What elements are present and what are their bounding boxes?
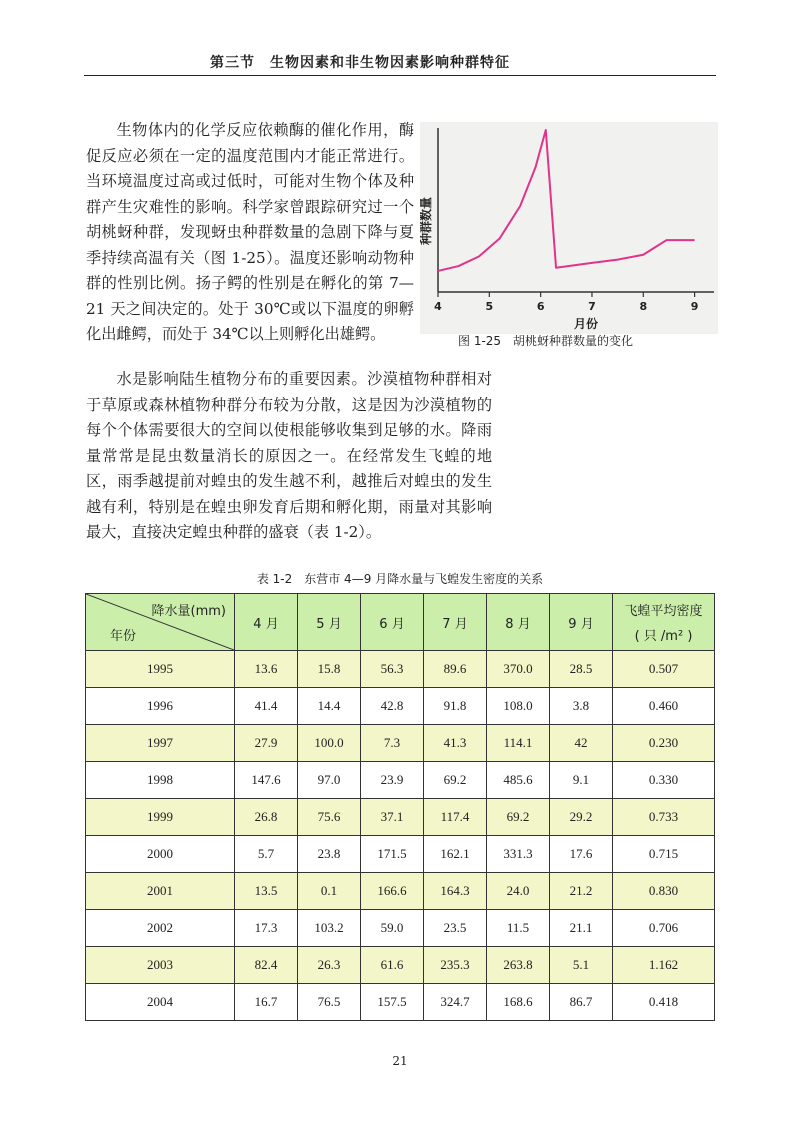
x-tick-label: 5 bbox=[485, 300, 494, 313]
rainfall-cell: 9.1 bbox=[550, 762, 613, 799]
x-tick-label: 4 bbox=[434, 300, 442, 313]
table-row bbox=[86, 836, 715, 873]
rainfall-cell: 108.0 bbox=[487, 688, 550, 725]
month-header-4: 4 月 bbox=[235, 594, 298, 651]
rainfall-cell: 100.0 bbox=[298, 725, 361, 762]
density-cell: 0.733 bbox=[613, 799, 715, 836]
year-cell: 2004 bbox=[86, 984, 235, 1021]
year-cell: 1998 bbox=[86, 762, 235, 799]
paragraph-temperature-text: 生物体内的化学反应依赖酶的催化作用，酶促反应必须在一定的温度范围内才能正常进行。当环境温度过高或过低时，可能对生物个体及种群产生灾难性的影响。科学家曾跟踪研究过一个胡桃蚜种群，发现蚜虫种群数量的急剧下降与夏季持续高温有关（图 1-25）。温度还影响动物种群的性别比例。扬子鳄的性别是在孵化的第 7—21 天之间决定的。处于 30℃或以下温度的卵孵化出雌鳄，而处于 34℃以上则孵化出雄鳄。 bbox=[86, 121, 414, 343]
table-row bbox=[86, 947, 715, 984]
rainfall-cell: 26.3 bbox=[298, 947, 361, 984]
rainfall-cell: 91.8 bbox=[424, 688, 487, 725]
table-row bbox=[86, 984, 715, 1021]
month-header-6: 6 月 bbox=[361, 594, 424, 651]
y-axis-label: 种群数量 bbox=[420, 196, 433, 246]
month-header-5: 5 月 bbox=[298, 594, 361, 651]
rainfall-cell: 27.9 bbox=[235, 725, 298, 762]
rainfall-cell: 147.6 bbox=[235, 762, 298, 799]
density-cell: 0.230 bbox=[613, 725, 715, 762]
rainfall-cell: 14.4 bbox=[298, 688, 361, 725]
rainfall-cell: 76.5 bbox=[298, 984, 361, 1021]
rainfall-cell: 13.5 bbox=[235, 873, 298, 910]
density-header-label: 飞蝗平均密度 bbox=[624, 604, 703, 619]
rainfall-cell: 263.8 bbox=[487, 947, 550, 984]
table-row bbox=[86, 873, 715, 910]
x-tick-label: 7 bbox=[588, 300, 596, 313]
density-header-unit: ( 只 /m² ) bbox=[634, 629, 693, 644]
rainfall-cell: 41.4 bbox=[235, 688, 298, 725]
rainfall-cell: 21.1 bbox=[550, 910, 613, 947]
page-number: 21 bbox=[392, 1054, 408, 1068]
rainfall-cell: 69.2 bbox=[487, 799, 550, 836]
rainfall-cell: 164.3 bbox=[424, 873, 487, 910]
rainfall-cell: 37.1 bbox=[361, 799, 424, 836]
year-cell: 2001 bbox=[86, 873, 235, 910]
year-cell: 1996 bbox=[86, 688, 235, 725]
rainfall-cell: 59.0 bbox=[361, 910, 424, 947]
table-caption: 表 1-2 东营市 4—9 月降水量与飞蝗发生密度的关系 bbox=[256, 572, 544, 586]
chart-background bbox=[420, 122, 718, 334]
rainfall-cell: 235.3 bbox=[424, 947, 487, 984]
rainfall-cell: 485.6 bbox=[487, 762, 550, 799]
density-cell: 0.330 bbox=[613, 762, 715, 799]
table-row bbox=[86, 910, 715, 947]
rainfall-cell: 166.6 bbox=[361, 873, 424, 910]
rainfall-cell: 103.2 bbox=[298, 910, 361, 947]
year-cell: 2000 bbox=[86, 836, 235, 873]
rainfall-cell: 23.9 bbox=[361, 762, 424, 799]
rainfall-cell: 16.7 bbox=[235, 984, 298, 1021]
corner-label-rainfall: 降水量(mm) bbox=[151, 604, 226, 619]
rainfall-table bbox=[85, 593, 715, 1021]
rainfall-cell: 162.1 bbox=[424, 836, 487, 873]
year-cell: 1999 bbox=[86, 799, 235, 836]
rainfall-cell: 41.3 bbox=[424, 725, 487, 762]
density-cell: 0.706 bbox=[613, 910, 715, 947]
rainfall-cell: 11.5 bbox=[487, 910, 550, 947]
table-row bbox=[86, 762, 715, 799]
rainfall-cell: 75.6 bbox=[298, 799, 361, 836]
table-row bbox=[86, 725, 715, 762]
rainfall-cell: 7.3 bbox=[361, 725, 424, 762]
rainfall-cell: 114.1 bbox=[487, 725, 550, 762]
year-cell: 1995 bbox=[86, 651, 235, 688]
x-tick-label: 9 bbox=[690, 300, 699, 313]
month-header-8: 8 月 bbox=[487, 594, 550, 651]
x-tick-label: 6 bbox=[536, 300, 545, 313]
rainfall-cell: 24.0 bbox=[487, 873, 550, 910]
rainfall-cell: 331.3 bbox=[487, 836, 550, 873]
rainfall-cell: 168.6 bbox=[487, 984, 550, 1021]
rainfall-cell: 17.6 bbox=[550, 836, 613, 873]
rainfall-cell: 28.5 bbox=[550, 651, 613, 688]
paragraph-water-text: 水是影响陆生植物分布的重要因素。沙漠植物种群相对于草原或森林植物种群分布较为分散，这是因为沙漠植物的每个个体需要很大的空间以使根能够收集到足够的水。降雨量常常是昆虫数量消长的原因之一。在经常发生飞蝗的地区，雨季越提前对蝗虫的发生越不利，越推后对蝗虫的发生越有利，特别是在蝗虫卵发育后期和孵化期，雨量对其影响最大，直接决定蝗虫种群的盛衰（表 1-2）。 bbox=[86, 370, 492, 541]
table-header-row bbox=[86, 594, 715, 651]
rainfall-cell: 21.2 bbox=[550, 873, 613, 910]
month-header-7: 7 月 bbox=[424, 594, 487, 651]
rainfall-cell: 82.4 bbox=[235, 947, 298, 984]
density-header bbox=[613, 594, 715, 651]
rainfall-cell: 171.5 bbox=[361, 836, 424, 873]
corner-header-cell bbox=[86, 594, 235, 651]
header-rule bbox=[84, 75, 716, 76]
page-header-title: 第三节 生物因素和非生物因素影响种群特征 bbox=[210, 55, 510, 71]
table-row bbox=[86, 799, 715, 836]
rainfall-cell: 0.1 bbox=[298, 873, 361, 910]
rainfall-cell: 69.2 bbox=[424, 762, 487, 799]
paragraph-temperature bbox=[86, 118, 414, 348]
density-cell: 0.418 bbox=[613, 984, 715, 1021]
table-row bbox=[86, 651, 715, 688]
rainfall-cell: 61.6 bbox=[361, 947, 424, 984]
density-cell: 0.507 bbox=[613, 651, 715, 688]
population-chart-svg bbox=[420, 122, 718, 334]
rainfall-cell: 5.1 bbox=[550, 947, 613, 984]
rainfall-cell: 17.3 bbox=[235, 910, 298, 947]
rainfall-cell: 370.0 bbox=[487, 651, 550, 688]
table-row bbox=[86, 688, 715, 725]
rainfall-cell: 117.4 bbox=[424, 799, 487, 836]
density-cell: 0.460 bbox=[613, 688, 715, 725]
rainfall-cell: 23.5 bbox=[424, 910, 487, 947]
x-axis-label: 月份 bbox=[573, 317, 599, 331]
rainfall-cell: 42 bbox=[550, 725, 613, 762]
density-cell: 0.715 bbox=[613, 836, 715, 873]
rainfall-cell: 89.6 bbox=[424, 651, 487, 688]
rainfall-cell: 56.3 bbox=[361, 651, 424, 688]
month-header-9: 9 月 bbox=[550, 594, 613, 651]
table-body bbox=[86, 651, 715, 1021]
rainfall-cell: 23.8 bbox=[298, 836, 361, 873]
density-cell: 0.830 bbox=[613, 873, 715, 910]
rainfall-cell: 26.8 bbox=[235, 799, 298, 836]
year-cell: 2002 bbox=[86, 910, 235, 947]
density-cell: 1.162 bbox=[613, 947, 715, 984]
population-chart bbox=[420, 122, 718, 334]
figure-caption: 图 1-25 胡桃蚜种群数量的变化 bbox=[458, 334, 634, 348]
rainfall-cell: 97.0 bbox=[298, 762, 361, 799]
rainfall-cell: 157.5 bbox=[361, 984, 424, 1021]
x-tick-label: 8 bbox=[639, 300, 648, 313]
rainfall-cell: 86.7 bbox=[550, 984, 613, 1021]
rainfall-cell: 324.7 bbox=[424, 984, 487, 1021]
corner-label-year: 年份 bbox=[110, 629, 137, 644]
year-cell: 2003 bbox=[86, 947, 235, 984]
rainfall-cell: 5.7 bbox=[235, 836, 298, 873]
rainfall-cell: 3.8 bbox=[550, 688, 613, 725]
rainfall-cell: 15.8 bbox=[298, 651, 361, 688]
rainfall-cell: 29.2 bbox=[550, 799, 613, 836]
rainfall-cell: 13.6 bbox=[235, 651, 298, 688]
paragraph-water bbox=[86, 367, 492, 546]
year-cell: 1997 bbox=[86, 725, 235, 762]
rainfall-cell: 42.8 bbox=[361, 688, 424, 725]
